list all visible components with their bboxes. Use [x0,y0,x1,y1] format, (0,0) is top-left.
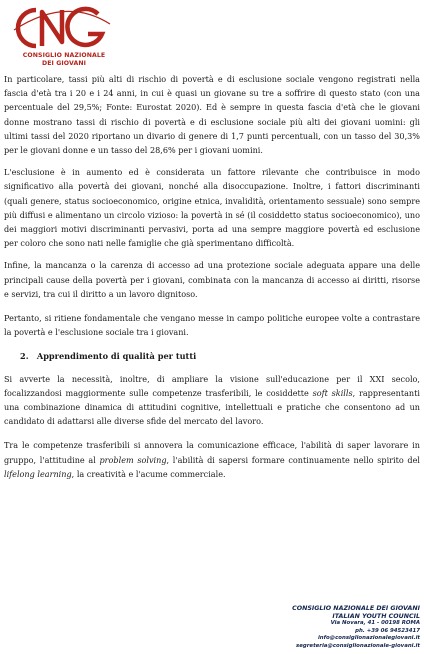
footer-org: CONSIGLIO NAZIONALE DEI GIOVANI [292,605,420,612]
cng-logo [6,2,116,82]
paragraph-2: L'esclusione è in aumento ed è considerata un fattore rilevante che contribuisce in modo significativo alla povertà dei giovani, nonché alla disoccupazione. Inoltre, i fattori discriminanti (quali genere, status socioeconomico, origine etnica, invalidità, orientamento sessuale) sono sempre più diffusi e alimentano un circolo vizioso: la povertà in sé (il cosiddetto status socioeconomico), uno dei maggiori motivi discriminanti pervasivi, porta ad una sempre maggiore povertà ed esclusione per coloro che sono nati nelle famiglie che già sperimentano difficoltà. [4,167,420,249]
paragraph-5-text-a: Si avverte la necessità, inoltre, di ampliare la visione sull'educazione per il XXI secolo, focalizzandosi maggiormente sulle competenze trasferibili, le cosiddette [4,373,420,398]
paragraph-6 [4,438,420,481]
footer-phone: ph. +39 06 94523417 [355,627,420,634]
paragraph-6-emphasis-2: lifelong learning [4,468,72,479]
footer-contact [292,605,420,651]
paragraph-3: Infine, la mancanza o la carenza di accesso ad una protezione sociale adeguata appare una delle principali cause della povertà per i giovani, combinata con la mancanza di accesso ai diritti, risorse e servizi, tra cui il diritto a un lavoro dignitoso. [4,260,420,299]
paragraph-6-emphasis-1: problem solving [99,454,167,465]
logo-caption [14,52,114,68]
logo-caption-line2: DEI GIOVANI [41,60,87,67]
footer-address: Via Novara, 41 - 00198 ROMA [330,620,420,627]
footer-email-segreteria[interactable]: segreteria@consiglionazionale-giovani.it [296,642,420,649]
paragraph-6-text-b: , l'abilità di sapersi formare continuamente nello spirito del [166,454,420,465]
paragraph-6-text-a: Tra le competenze trasferibili si annovera la comunicazione efficace, l'abilità di saper lavorare in gruppo, l'attitudine al [4,440,420,465]
section-heading [20,349,420,363]
paragraph-5-emphasis: soft skills [312,387,353,398]
body-text [4,72,420,491]
cng-logo-mark [6,2,116,54]
paragraph-5 [4,372,420,429]
paragraph-5-text-b: , rappresentanti una combinazione dinamica di attitudini cognitive, intellettuali e pratiche che consentono ad un candidato di adattarsi alle diverse sfide del mercato del lavoro. [4,387,420,427]
footer-org-en: ITALIAN YOUTH COUNCIL [332,612,420,620]
section-title: Apprendimento di qualità per tutti [36,351,197,362]
logo-caption-line1: CONSIGLIO NAZIONALE [22,52,106,59]
paragraph-1: In particolare, tassi più alti di rischio di povertà e di esclusione sociale vengono registrati nella fascia d'età tra i 20 e i 24 anni, in cui è quasi un giovane su tre a soffrire di questo stato (con una percentuale del 29,5%; Fonte: Eurostat 2020). Ed è sempre in questa fascia d'età che le giovani donne mostrano tassi di rischio di povertà e di esclusione sociale più alti dei giovani uomini: gli ultimi tassi del 2020 riportano un divario di genere di 1,7 punti percentuali, con un tasso del 30,3% per le giovani donne e un tasso del 28,6% per i giovani uomini. [4,74,420,156]
paragraph-6-text-c: , la creatività e l'acume commerciale. [71,468,226,479]
paragraph-4: Pertanto, si ritiene fondamentale che vengano messe in campo politiche europee volte a contrastare la povertà e l'esclusione sociale tra i giovani. [4,313,420,338]
section-number: 2. [20,351,29,362]
footer-email-info[interactable]: info@consiglionazionalegiovani.it [317,635,420,642]
